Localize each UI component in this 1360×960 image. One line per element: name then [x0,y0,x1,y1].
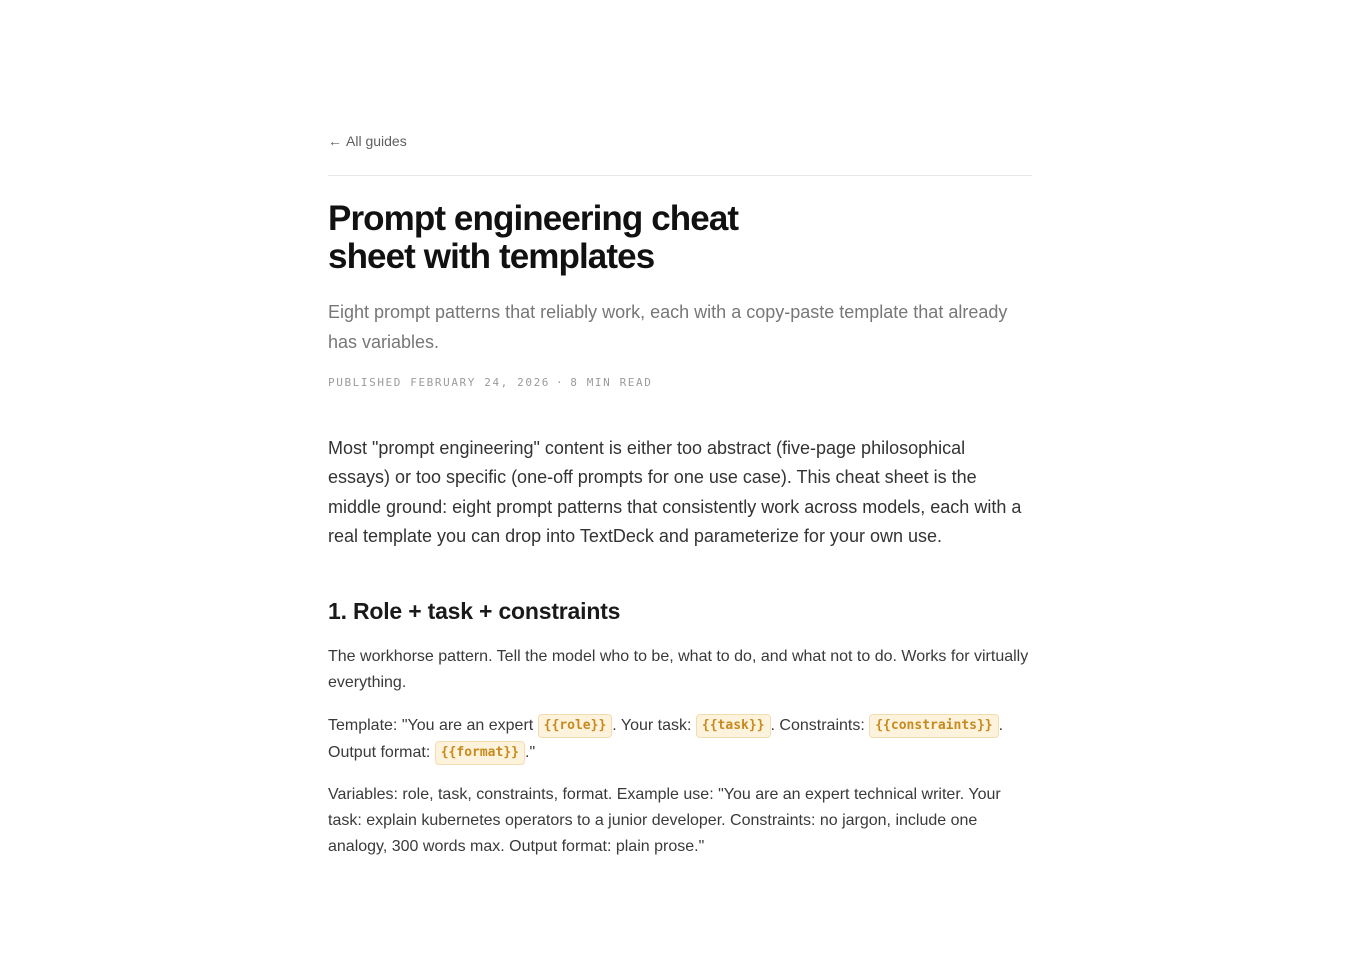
template-text: . Output format: [328,717,1004,762]
section-role-task-constraints [328,595,1032,860]
back-link-label: All guides [346,133,407,149]
template-text: . Constraints: [770,717,870,735]
variable-chip-constraints: {{constraints}} [869,714,998,738]
read-time: 8 MIN READ [570,376,653,389]
lead-paragraph: Most "prompt engineering" content is either too abstract (five-page philosophical essays) or too specific (one-off prompts for one use case). This cheat sheet is the middle ground: eight prompt patterns that consistently work across models, each with a real template you can drop into TextDeck and parameterize for your own use. [328,438,1022,546]
article [328,128,1032,860]
variable-chip-role: {{role}} [538,714,613,738]
header-divider [328,175,1032,176]
template-text: . Your task: [612,717,696,735]
template-paragraph [328,712,1032,766]
template-text: Template: "You are an expert [328,717,538,735]
page-title: Prompt engineering cheat sheet with templates [328,199,739,276]
article-meta [328,376,1032,390]
back-to-all-guides-link[interactable] [328,128,407,154]
template-text: ." [525,744,536,762]
section-description: The workhorse pattern. Tell the model who to be, what to do, and what not to do. Works for virtually everything. [328,648,1029,692]
example-paragraph: Variables: role, task, constraints, format. Example use: "You are an expert technical writer. Your task: explain kubernetes operators to a junior developer. Constraints: no jargon, include one analogy, 300 words max. Output format: plain prose." [328,786,1001,856]
page-subtitle: Eight prompt patterns that reliably work, each with a copy-paste template that already has variables. [328,302,1008,352]
published-date: PUBLISHED FEBRUARY 24, 2026 [328,376,551,389]
arrow-left-icon: ← [328,133,342,149]
section-heading: 1. Role + task + constraints [328,598,621,625]
meta-separator: · [556,376,565,389]
variable-chip-format: {{format}} [435,741,525,765]
variable-chip-task: {{task}} [696,714,771,738]
